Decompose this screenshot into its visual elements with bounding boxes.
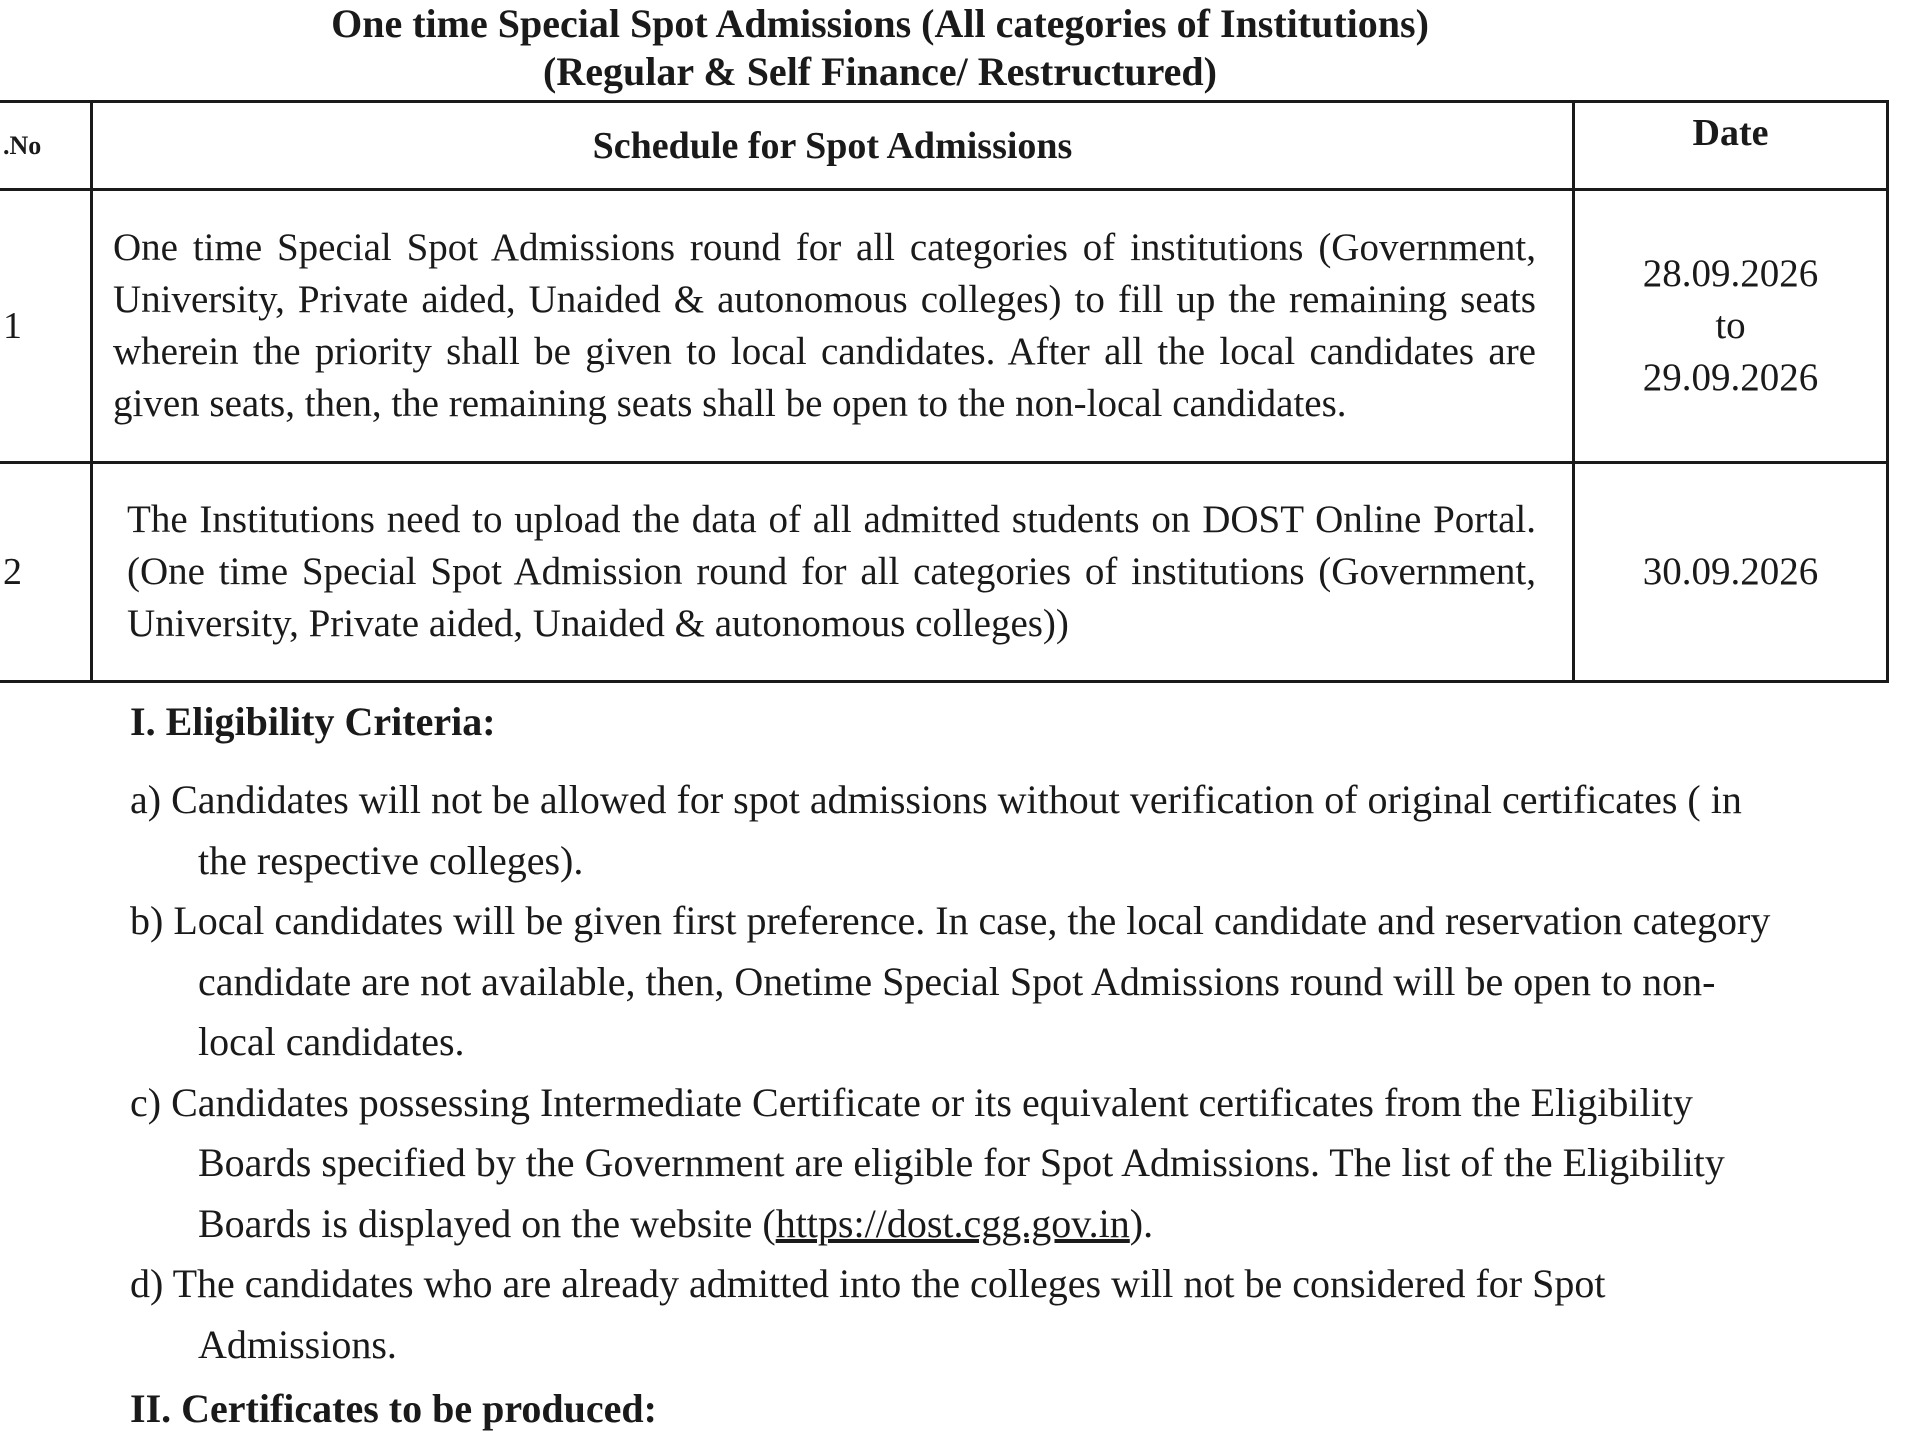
criteria-item-a: a) Candidates will not be allowed for spot admissions without verification of original certificates ( in the respective colleges).	[130, 777, 1742, 883]
table-row	[0, 190, 1888, 463]
row-schedule-text: The Institutions need to upload the data of all admitted students on DOST Online Portal. (One time Special Spot Admission round for all categories of institutions (Government, University, Private aided, Unaided & autonomous colleges))	[92, 463, 1574, 682]
header-serial-no: .No	[0, 102, 92, 190]
row-serial-no: 2	[0, 463, 92, 682]
row-date: 30.09.2026	[1574, 463, 1888, 682]
document-title: One time Special Spot Admissions (All categories of Institutions)	[331, 1, 1429, 46]
date-separator: to	[1715, 304, 1746, 347]
row-serial-no: 1	[0, 190, 92, 463]
criteria-item-c	[130, 1073, 1780, 1255]
criteria-item-d: d) The candidates who are already admitted into the colleges will not be considered for Spot Admissions.	[130, 1261, 1606, 1367]
date-from: 28.09.2026	[1642, 252, 1819, 295]
header-date: Date	[1574, 102, 1888, 190]
schedule-table	[0, 100, 1889, 683]
website-link[interactable]: https://dost.cgg.gov.in	[775, 1200, 1130, 1246]
date-to: 29.09.2026	[1642, 356, 1819, 399]
eligibility-heading: I. Eligibility Criteria:	[130, 699, 496, 744]
criteria-item-b: b) Local candidates will be given first preference. In case, the local candidate and reservation category candidate are not available, then, Onetime Special Spot Admissions round will be open to non-local candidates.	[130, 898, 1771, 1064]
eligibility-criteria-list	[130, 770, 1780, 1375]
criteria-item-c-end: ).	[1129, 1200, 1154, 1246]
header-schedule: Schedule for Spot Admissions	[92, 102, 1574, 190]
schedule-table-header	[0, 102, 1888, 190]
row-date	[1574, 190, 1888, 463]
certificates-heading: II. Certificates to be produced:	[130, 1386, 657, 1431]
row-schedule-text: One time Special Spot Admissions round for all categories of institutions (Government, University, Private aided, Unaided & autonomous colleges) to fill up the remaining seats wherein the priority shall be given to local candidates. After all the local candidates are given seats, then, the remaining seats shall be open to the non-local candidates.	[92, 190, 1574, 463]
table-row	[0, 463, 1888, 682]
document-subtitle: (Regular & Self Finance/ Restructured)	[543, 49, 1217, 94]
table-header-row	[0, 102, 1888, 190]
criteria-item-c-text: c) Candidates possessing Intermediate Certificate or its equivalent certificates from the Eligibility Boards specified by the Government are eligible for Spot Admissions. The list of the Eligibility Boards is displayed on the website (	[130, 1079, 1725, 1246]
